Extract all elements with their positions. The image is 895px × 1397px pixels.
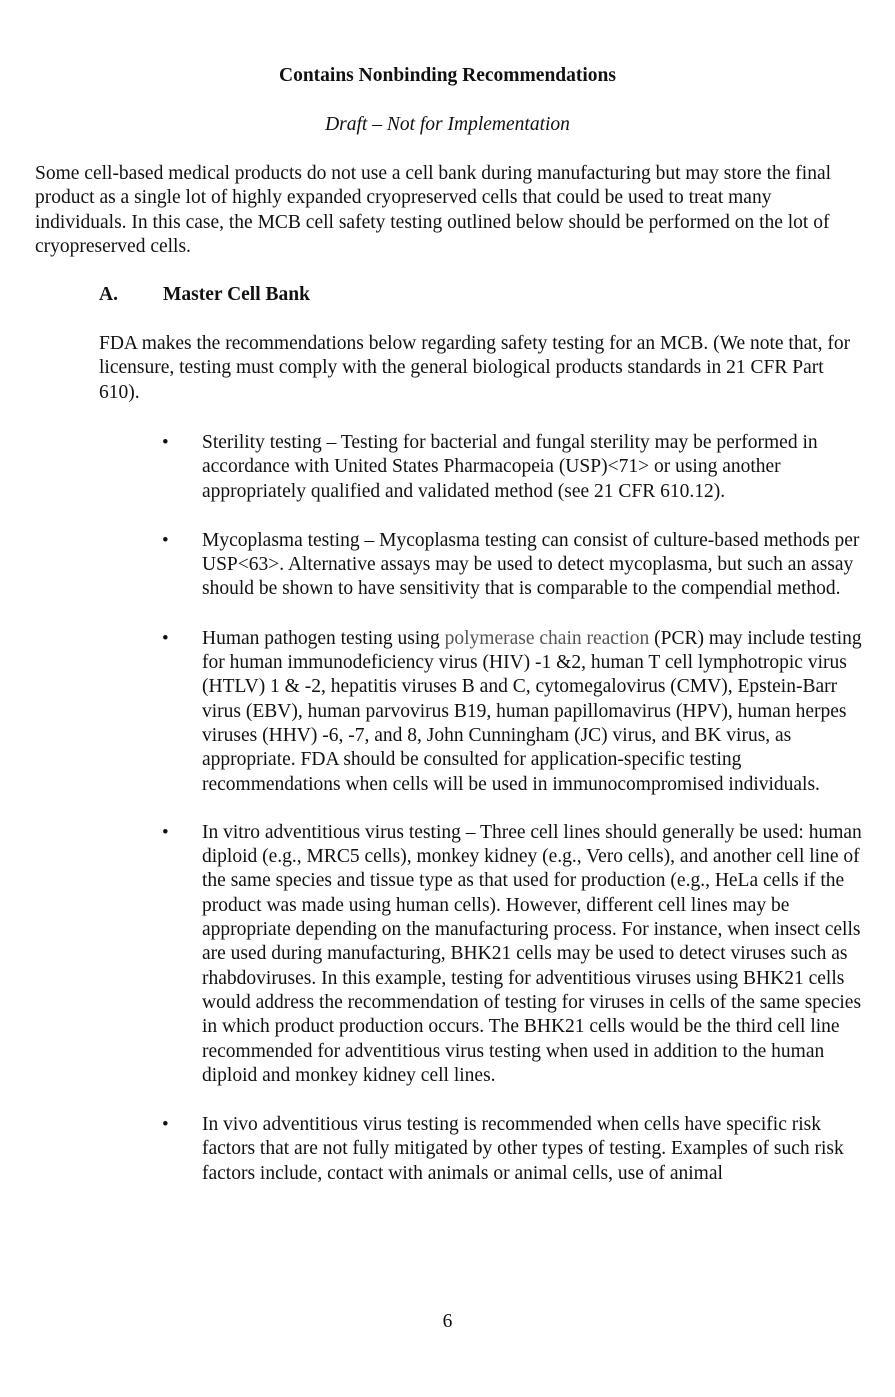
list-item-text: Mycoplasma testing – Mycoplasma testing can consist of culture-based methods per USP<63>. Alternative assays may be used to detect mycoplasma, but such an assay should be shown to have sensitivity that is comparable to the compendial method.	[202, 529, 860, 600]
list-item-text: In vivo adventitious virus testing is recommended when cells have specific risk factors that are not fully mitigated by other types of testing. Examples of such risk factors include, contact with animals or animal cells, use of animal	[202, 1114, 844, 1184]
pcr-term: polymerase chain reaction	[444, 627, 650, 649]
bullet-icon: •	[162, 1114, 169, 1136]
section-number: A.	[99, 284, 118, 305]
list-item-in-vivo-testing	[0, 1113, 867, 1186]
document-header-title: Contains Nonbinding Recommendations	[279, 65, 616, 86]
text-segment: Human pathogen testing using	[202, 627, 445, 649]
list-item-in-vitro-testing	[0, 821, 867, 1088]
page-number: 6	[442, 1311, 453, 1332]
bullet-icon: •	[162, 529, 169, 551]
section-heading	[99, 283, 310, 307]
document-draft-notice: Draft – Not for Implementation	[325, 114, 570, 135]
intro-paragraph: Some cell-based medical products do not use a cell bank during manufacturing but may store the final product as a single lot of highly expanded cryopreserved cells that could be used to treat many individuals. In this case, the MCB cell safety testing outlined below should be performed on the lot of cryopreserved cells.	[35, 163, 832, 257]
testing-recommendations-list	[0, 431, 895, 1186]
section-title: Master Cell Bank	[163, 284, 310, 305]
bullet-icon: •	[162, 627, 169, 649]
bullet-icon: •	[162, 432, 169, 453]
section-intro-paragraph: FDA makes the recommendations below regarding safety testing for an MCB. (We note that, for licensure, testing must comply with the general biological products standards in 21 CFR Part 610).	[99, 333, 851, 403]
list-item-text	[202, 628, 862, 795]
list-item-human-pathogen-testing	[0, 627, 867, 797]
list-item-text: Sterility testing – Testing for bacterial and fungal sterility may be performed in accordance with United States Pharmacopeia (USP)<71> or using another appropriately qualified and validated method (see 21 CFR 610.12).	[202, 432, 818, 502]
list-item-text: In vitro adventitious virus testing – Three cell lines should generally be used: human diploid (e.g., MRC5 cells), monkey kidney (e.g., Vero cells), and another cell line of the same species and tissue type as that used for production (e.g., HeLa cells if the product was made using human cells). However, different cell lines may be appropriate depending on the manufacturing process. For instance, when insect cells are used during manufacturing, BHK21 cells may be used to detect viruses such as rhabdoviruses. In this example, testing for adventitious viruses using BHK21 cells would address the recommendation of testing for viruses in cells of the same species in which product production occurs. The BHK21 cells would be the third cell line recommended for adventitious virus testing when used in addition to the human diploid and monkey kidney cell lines.	[202, 821, 862, 1086]
bullet-icon: •	[162, 821, 169, 843]
text-segment: (PCR) may include testing for human immunodeficiency virus (HIV) -1 &2, human T cell lymphotropic virus (HTLV) 1 & -2, hepatitis viruses B and C, cytomegalovirus (CMV), Epstein-Barr virus (EBV), human parvovirus B19, human papillomavirus (HPV), human herpes viruses (HHV) -6, -7, and 8, John Cunningham (JC) virus, and BK virus, as appropriate. FDA should be consulted for application-specific testing recommendations when cells will be used in immunocompromised individuals.	[202, 627, 862, 795]
list-item-mycoplasma-testing	[0, 529, 867, 602]
list-item-sterility-testing	[0, 431, 867, 504]
